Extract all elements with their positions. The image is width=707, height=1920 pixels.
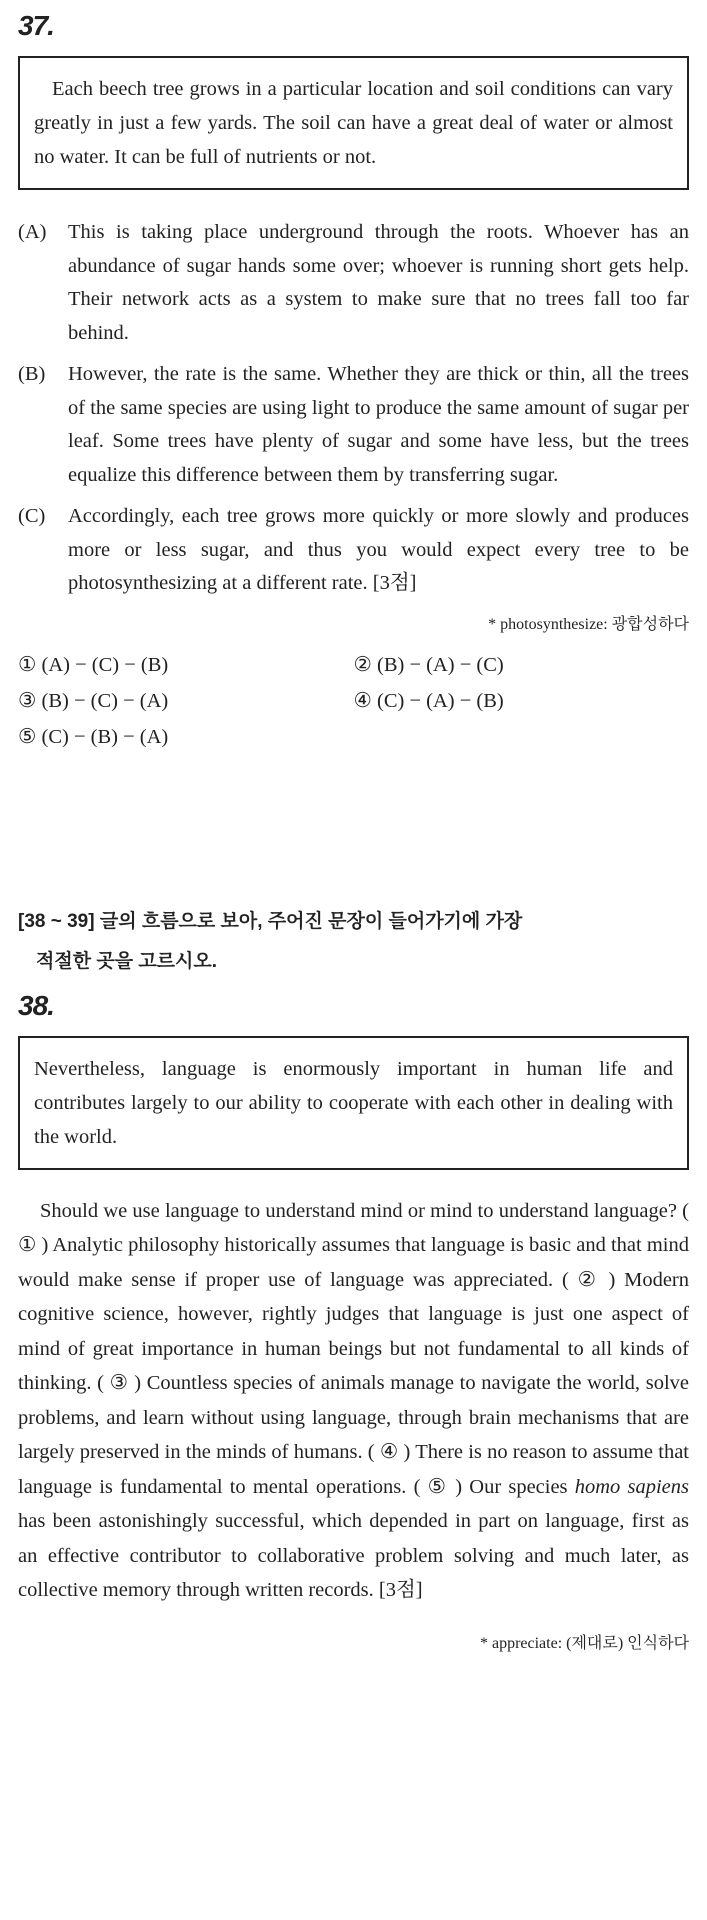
question-37-given-text: Each beech tree grows in a particular location and soil conditions can vary greatly in just a few yards. The soil can have a great deal of water or almost no water. It can be full of nutrients or not.	[34, 78, 673, 168]
question-38-given-box	[18, 1036, 689, 1170]
question-38-number: 38.	[18, 989, 54, 1021]
question-37-options	[18, 650, 689, 752]
option-3[interactable]: ③ (B) − (C) − (A)	[18, 689, 169, 712]
paragraph-b-text: However, the rate is the same. Whether they are thick or thin, all the trees of the same species are using light to produce the same amount of sugar per leaf. Some trees have plenty of sugar and some have less, but the trees equalize this difference between them by transferring sugar.	[68, 363, 689, 486]
passage-text-part-2: has been astonishingly successful, which depended in part on language, first as an effective contributor to collaborative problem solving and much later, as collective memory through written records. [3점]	[18, 1510, 689, 1601]
instruction-line-1: [38 ~ 39] 글의 흐름으로 보아, 주어진 문장이 들어가기에 가장	[18, 910, 523, 932]
passage-italic-term: homo sapiens	[574, 1475, 690, 1498]
paragraph-a-label: (A)	[18, 221, 47, 243]
passage-text-part-1: Should we use language to understand mind or mind to understand language? ( ① ) Analytic philosophy historically assumes that language is basic and that mind would make sense if proper use of language was appreciated. ( ② ) Modern cognitive science, however, rightly judges that language is just one aspect of mind of great importance in human beings but not fundamental to all kinds of thinking. ( ③ ) Countless species of animals manage to navigate the world, solve problems, and learn without using language, through brain mechanisms that are largely preserved in the minds of humans. ( ④ ) There is no reason to assume that language is fundamental to mental operations. ( ⑤ ) Our species	[18, 1199, 689, 1498]
paragraph-b	[18, 358, 689, 492]
section-instruction	[18, 902, 689, 982]
paragraph-b-label: (B)	[18, 363, 46, 385]
paragraph-c-text: Accordingly, each tree grows more quickly or more slowly and produces more or less sugar, and thus you would expect every tree to be photosynthesizing at a different rate. [3점]	[68, 505, 689, 594]
question-37-footnote: * photosynthesize: 광합성하다	[488, 615, 689, 633]
option-2[interactable]: ② (B) − (A) − (C)	[353, 653, 504, 676]
question-37-given-box	[18, 56, 689, 190]
option-4[interactable]: ④ (C) − (A) − (B)	[353, 689, 504, 712]
option-1[interactable]: ① (A) − (C) − (B)	[18, 653, 169, 676]
option-5[interactable]: ⑤ (C) − (B) − (A)	[18, 725, 169, 748]
question-38-footnote: * appreciate: (제대로) 인식하다	[479, 1634, 689, 1652]
paragraph-a-text: This is taking place underground through the roots. Whoever has an abundance of sugar hands some over; whoever is running short gets help. Their network acts as a system to make sure that no trees fall too far behind.	[68, 221, 689, 344]
question-38-passage	[18, 1194, 689, 1608]
question-38-given-text: Nevertheless, language is enormously important in human life and contributes largely to our ability to cooperate with each other in dealing with the world.	[34, 1057, 673, 1148]
question-37-number: 37.	[18, 10, 54, 41]
paragraph-a	[18, 216, 689, 350]
question-37-paragraphs	[18, 216, 689, 601]
paragraph-c-label: (C)	[18, 505, 46, 527]
instruction-line-2: 적절한 곳을 고르시오.	[36, 950, 218, 972]
paragraph-c	[18, 500, 689, 601]
